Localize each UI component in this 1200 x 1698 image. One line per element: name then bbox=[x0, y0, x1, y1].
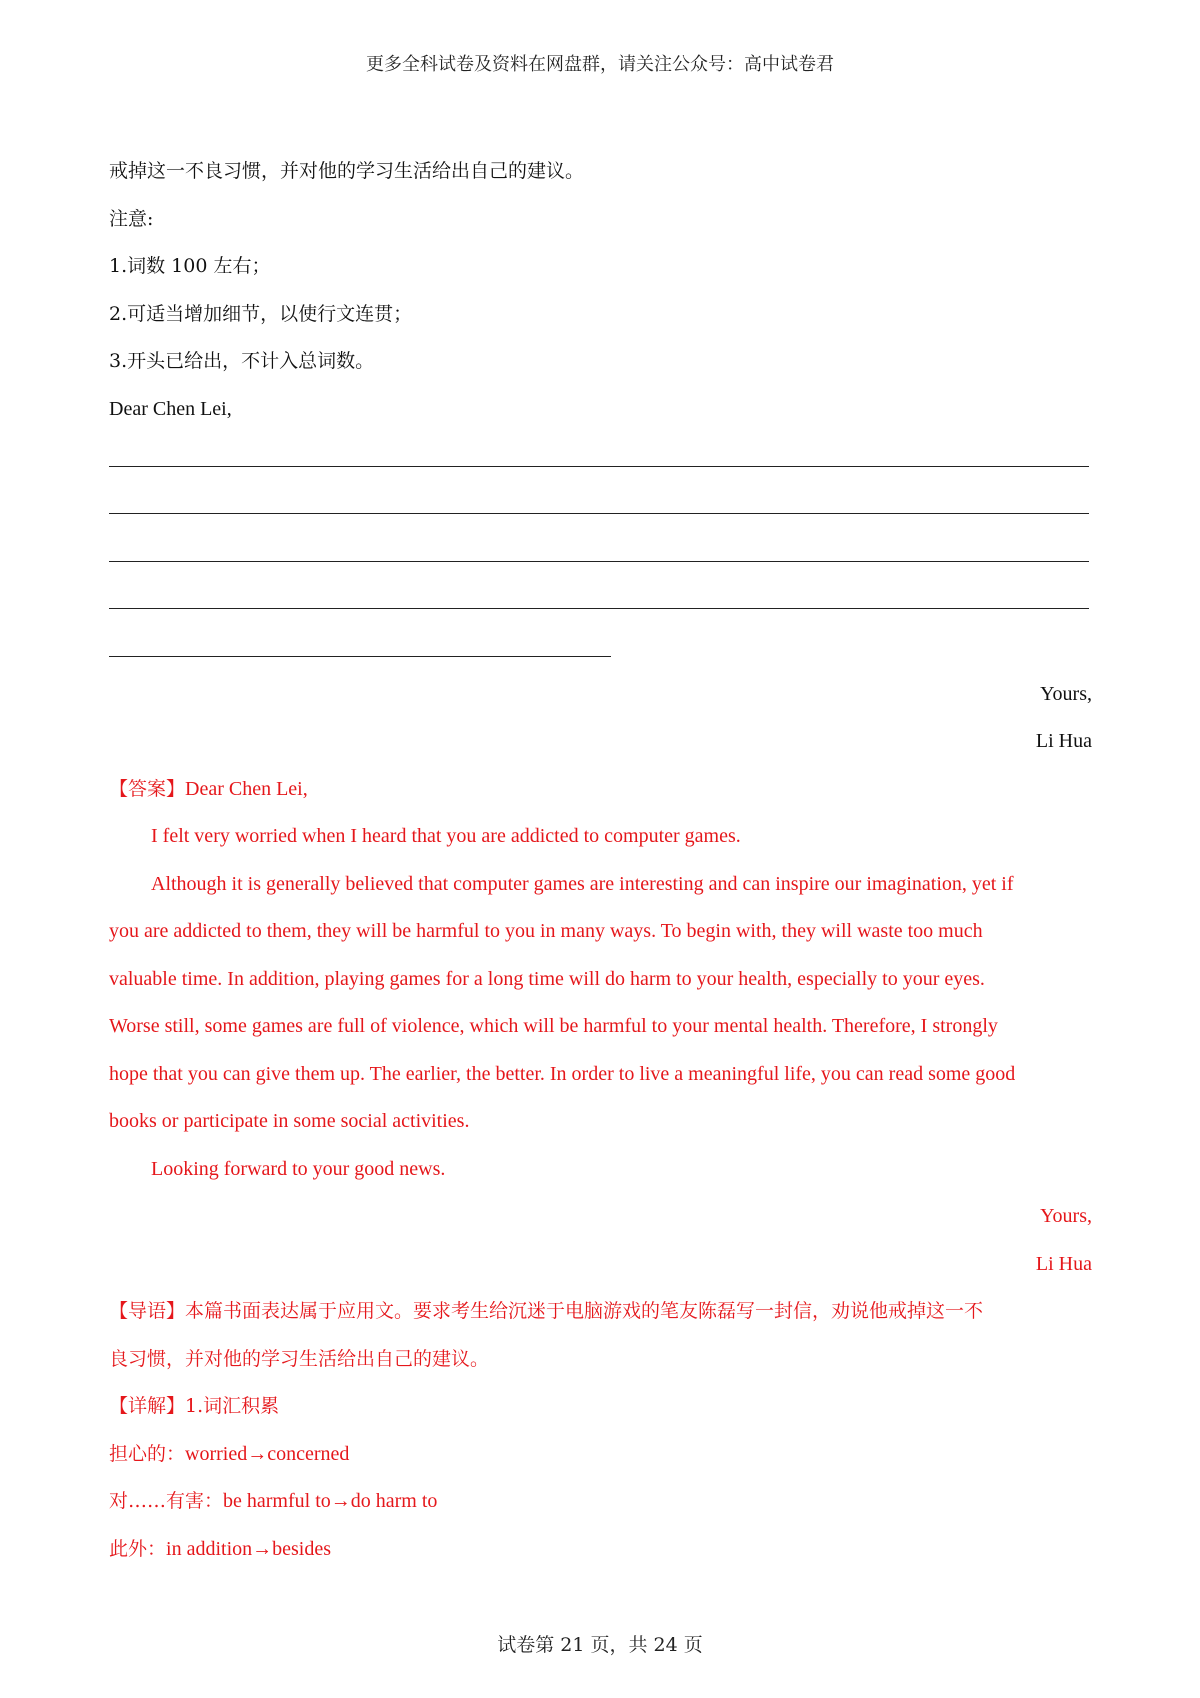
letter-closing: Yours, bbox=[1040, 682, 1092, 705]
vocab-en: worried→concerned bbox=[185, 1442, 350, 1465]
page-header: 更多全科试卷及资料在网盘群，请关注公众号：高中试卷君 bbox=[366, 54, 834, 75]
letter-salutation: Dear Chen Lei, bbox=[109, 397, 232, 420]
answer-salutation: Dear Chen Lei, bbox=[185, 777, 308, 800]
vocab-item bbox=[109, 1478, 1092, 1526]
note-item: 3.开头已给出，不计入总词数。 bbox=[109, 350, 375, 372]
detail-label: 【详解】 bbox=[109, 1395, 186, 1417]
page-content bbox=[109, 148, 1092, 1573]
answer-label: 【答案】 bbox=[109, 777, 186, 800]
answer-heading bbox=[109, 766, 1092, 814]
answer-paragraph: Although it is generally believed that computer games are interesting and can inspire our imagination, yet if bbox=[151, 872, 1014, 895]
answer-paragraph: Looking forward to your good news. bbox=[151, 1157, 446, 1180]
vocab-item bbox=[109, 1431, 1092, 1479]
writing-line bbox=[109, 576, 1092, 624]
answer-signature: Li Hua bbox=[1035, 1252, 1092, 1275]
vocab-item bbox=[109, 1526, 1092, 1574]
vocab-en: be harmful to→do harm to bbox=[223, 1490, 438, 1512]
answer-closing: Yours, bbox=[1040, 1205, 1092, 1227]
writing-line bbox=[109, 528, 1092, 576]
detail-heading bbox=[109, 1383, 1092, 1431]
answer-paragraph-line: Worse still, some games are full of violence, which will be harmful to your mental health. Therefore, I strongly bbox=[109, 1015, 998, 1037]
page-footer: 试卷第 21 页，共 24 页 bbox=[497, 1634, 703, 1656]
vocab-cn: 担心的： bbox=[109, 1442, 186, 1465]
vocab-cn: 此外： bbox=[109, 1537, 167, 1560]
note-item: 2.可适当增加细节，以使行文连贯； bbox=[109, 302, 413, 325]
answer-paragraph-line: valuable time. In addition, playing games for a long time will do harm to your health, especially to your eyes. bbox=[109, 967, 985, 990]
answer-paragraph-line: books or participate in some social activities. bbox=[109, 1110, 470, 1132]
writing-line bbox=[109, 623, 1092, 671]
notes-title: 注意: bbox=[109, 207, 154, 230]
vocab-en: in addition→besides bbox=[166, 1537, 331, 1560]
writing-line bbox=[109, 433, 1092, 481]
detail-title: 1.词汇积累 bbox=[185, 1395, 280, 1417]
answer-paragraph-line: hope that you can give them up. The earlier, the better. In order to live a meaningful life, you can read some good bbox=[109, 1062, 1016, 1085]
guide-line: 良习惯，并对他的学习生活给出自己的建议。 bbox=[109, 1347, 490, 1370]
writing-line bbox=[109, 481, 1092, 529]
answer-paragraph: I felt very worried when I heard that you are addicted to computer games. bbox=[151, 825, 741, 847]
question-intro-line: 戒掉这一不良习惯，并对他的学习生活给出自己的建议。 bbox=[109, 160, 585, 182]
answer-paragraph-line: you are addicted to them, they will be harmful to you in many ways. To begin with, they will waste too much bbox=[109, 920, 983, 942]
guide-line bbox=[109, 1288, 1092, 1336]
letter-signature: Li Hua bbox=[1035, 730, 1092, 752]
guide-text: 本篇书面表达属于应用文。要求考生给沉迷于电脑游戏的笔友陈磊写一封信，劝说他戒掉这一不 bbox=[185, 1300, 984, 1322]
guide-label: 【导语】 bbox=[109, 1300, 186, 1322]
vocab-cn: 对……有害： bbox=[109, 1490, 224, 1512]
note-item: 1.词数 100 左右； bbox=[109, 255, 271, 277]
